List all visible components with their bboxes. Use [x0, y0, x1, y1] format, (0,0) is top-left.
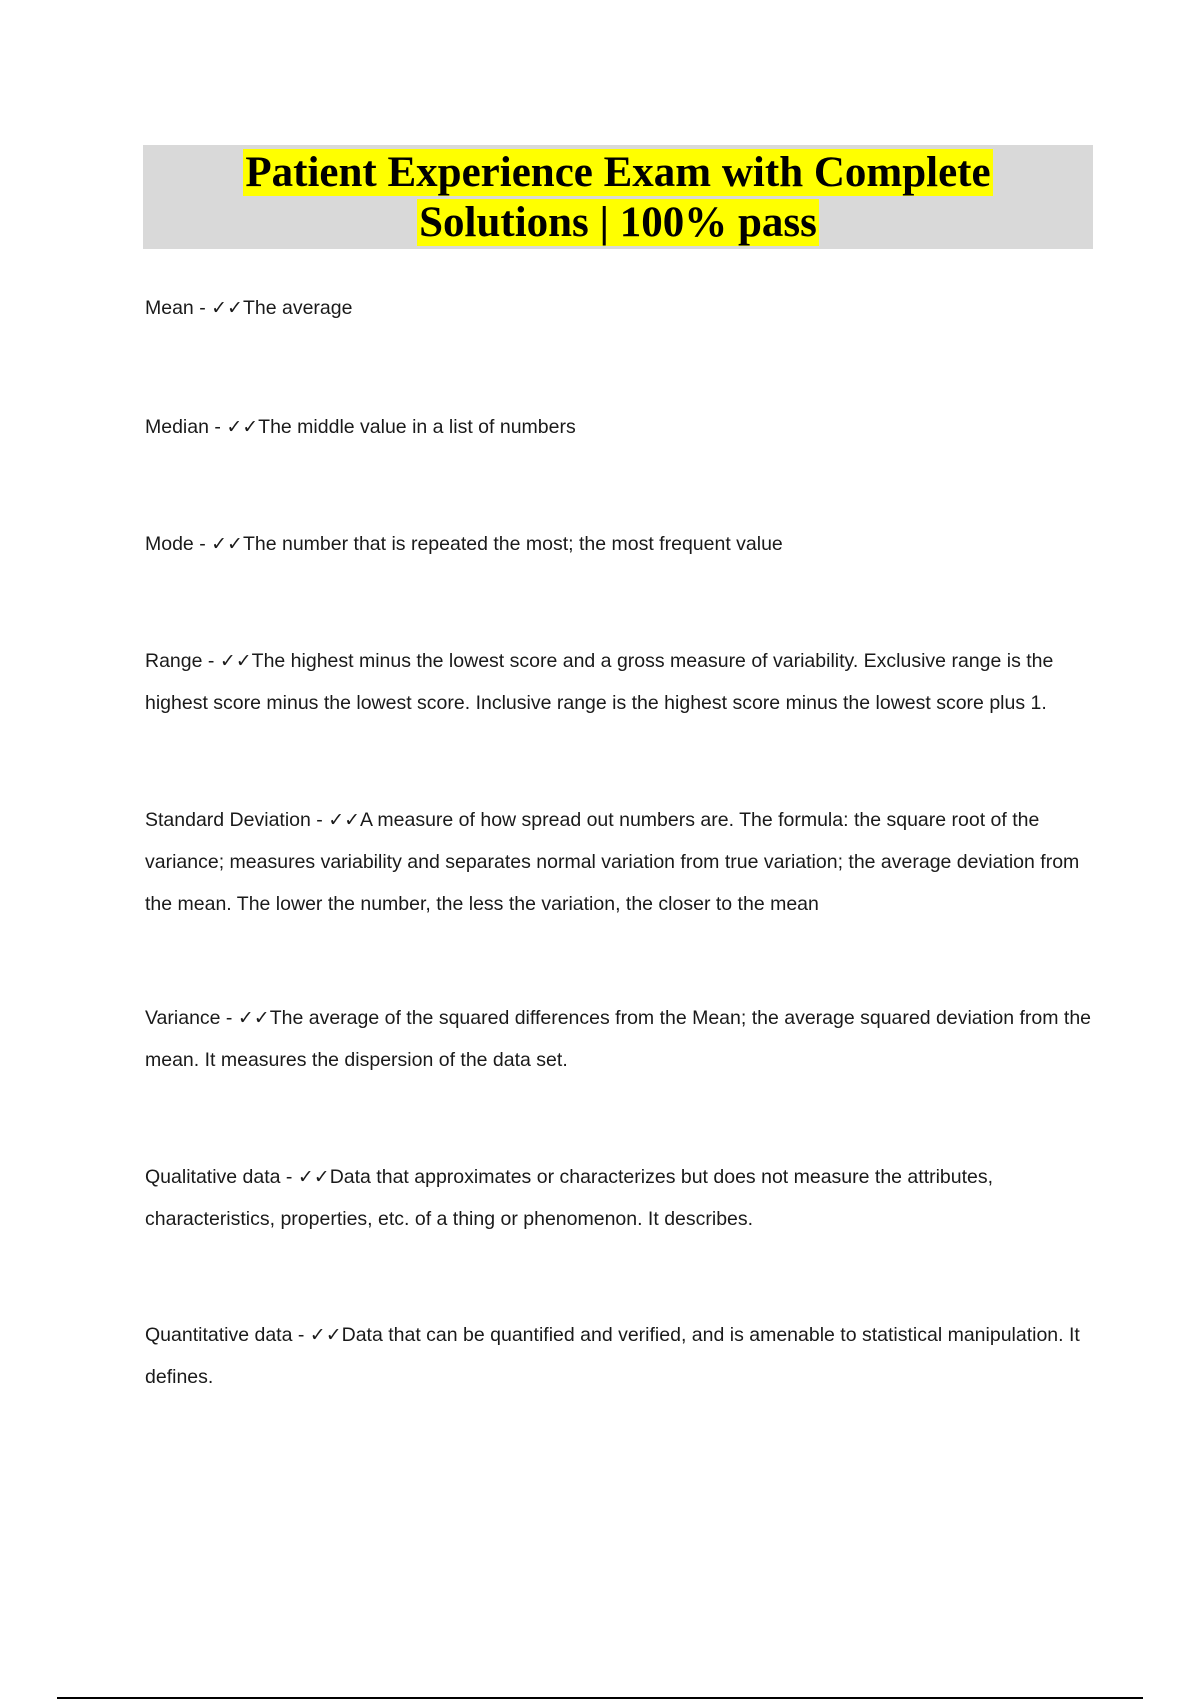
definition-entry-range	[145, 640, 1095, 724]
definition-separator: -	[193, 533, 212, 555]
document-title-banner	[143, 145, 1093, 249]
definition-text: The number that is repeated the most; the most frequent value	[242, 533, 783, 555]
definition-separator: -	[280, 1166, 298, 1188]
definition-separator: -	[310, 809, 329, 831]
definition-entry-mode	[145, 523, 1095, 565]
definition-separator: -	[202, 650, 220, 672]
definition-entry-qualitative-data	[145, 1156, 1095, 1240]
definition-separator: -	[208, 416, 227, 438]
double-check-icon: ✓✓	[226, 416, 259, 438]
definition-separator: -	[292, 1324, 310, 1346]
document-title-highlight-1: Patient Experience Exam with Complete	[245, 149, 991, 196]
definition-text: Data that approximates or characterizes but does not measure the attributes, characteristics, properties, etc. of a thing or phenomenon. It describes.	[145, 1166, 994, 1230]
double-check-icon: ✓✓	[211, 533, 243, 555]
double-check-icon: ✓✓	[211, 297, 243, 319]
definition-entry-quantitative-data	[145, 1314, 1095, 1398]
definition-term: Standard Deviation	[145, 809, 311, 831]
definition-term: Quantitative data	[145, 1324, 293, 1346]
double-check-icon: ✓✓	[237, 1007, 270, 1029]
double-check-icon: ✓✓	[297, 1166, 330, 1188]
definition-term: Qualitative data	[145, 1166, 281, 1188]
definition-text: The middle value in a list of numbers	[258, 416, 576, 438]
definition-separator: -	[220, 1007, 238, 1029]
definition-term: Mean	[145, 297, 194, 319]
definition-term: Range	[145, 650, 203, 672]
double-check-icon: ✓✓	[328, 809, 361, 831]
document-title-highlight-2: Solutions | 100% pass	[419, 199, 817, 246]
definition-entry-standard-deviation	[145, 799, 1095, 925]
definition-text: Data that can be quantified and verified, and is amenable to statistical manipulation. It defines.	[145, 1324, 1080, 1388]
definition-term: Median	[145, 416, 209, 438]
document-title-line-1	[143, 148, 1093, 198]
definition-term: Variance	[145, 1007, 221, 1029]
definition-entry-median	[145, 406, 1095, 448]
definition-entry-variance	[145, 997, 1095, 1081]
definition-text: A measure of how spread out numbers are. The formula: the square root of the variance; measures variability and separates normal variation from true variation; the average deviation from the mean. The lower the number, the less the variation, the closer to the mean	[145, 809, 1080, 915]
document-title-line-2	[143, 198, 1093, 248]
definition-text: The highest minus the lowest score and a gross measure of variability. Exclusive range is the highest score minus the lowest score. Inclusive range is the highest score minus the lowest score plus 1.	[145, 650, 1054, 714]
definition-term: Mode	[145, 533, 194, 555]
definition-text: The average	[242, 297, 353, 319]
double-check-icon: ✓✓	[309, 1324, 342, 1346]
definition-entry-mean	[145, 287, 1095, 329]
footer-divider	[57, 1697, 1143, 1699]
definition-separator: -	[193, 297, 212, 319]
definition-text: The average of the squared differences from the Mean; the average squared deviation from the mean. It measures the dispersion of the data set.	[145, 1007, 1092, 1071]
double-check-icon: ✓✓	[219, 650, 252, 672]
